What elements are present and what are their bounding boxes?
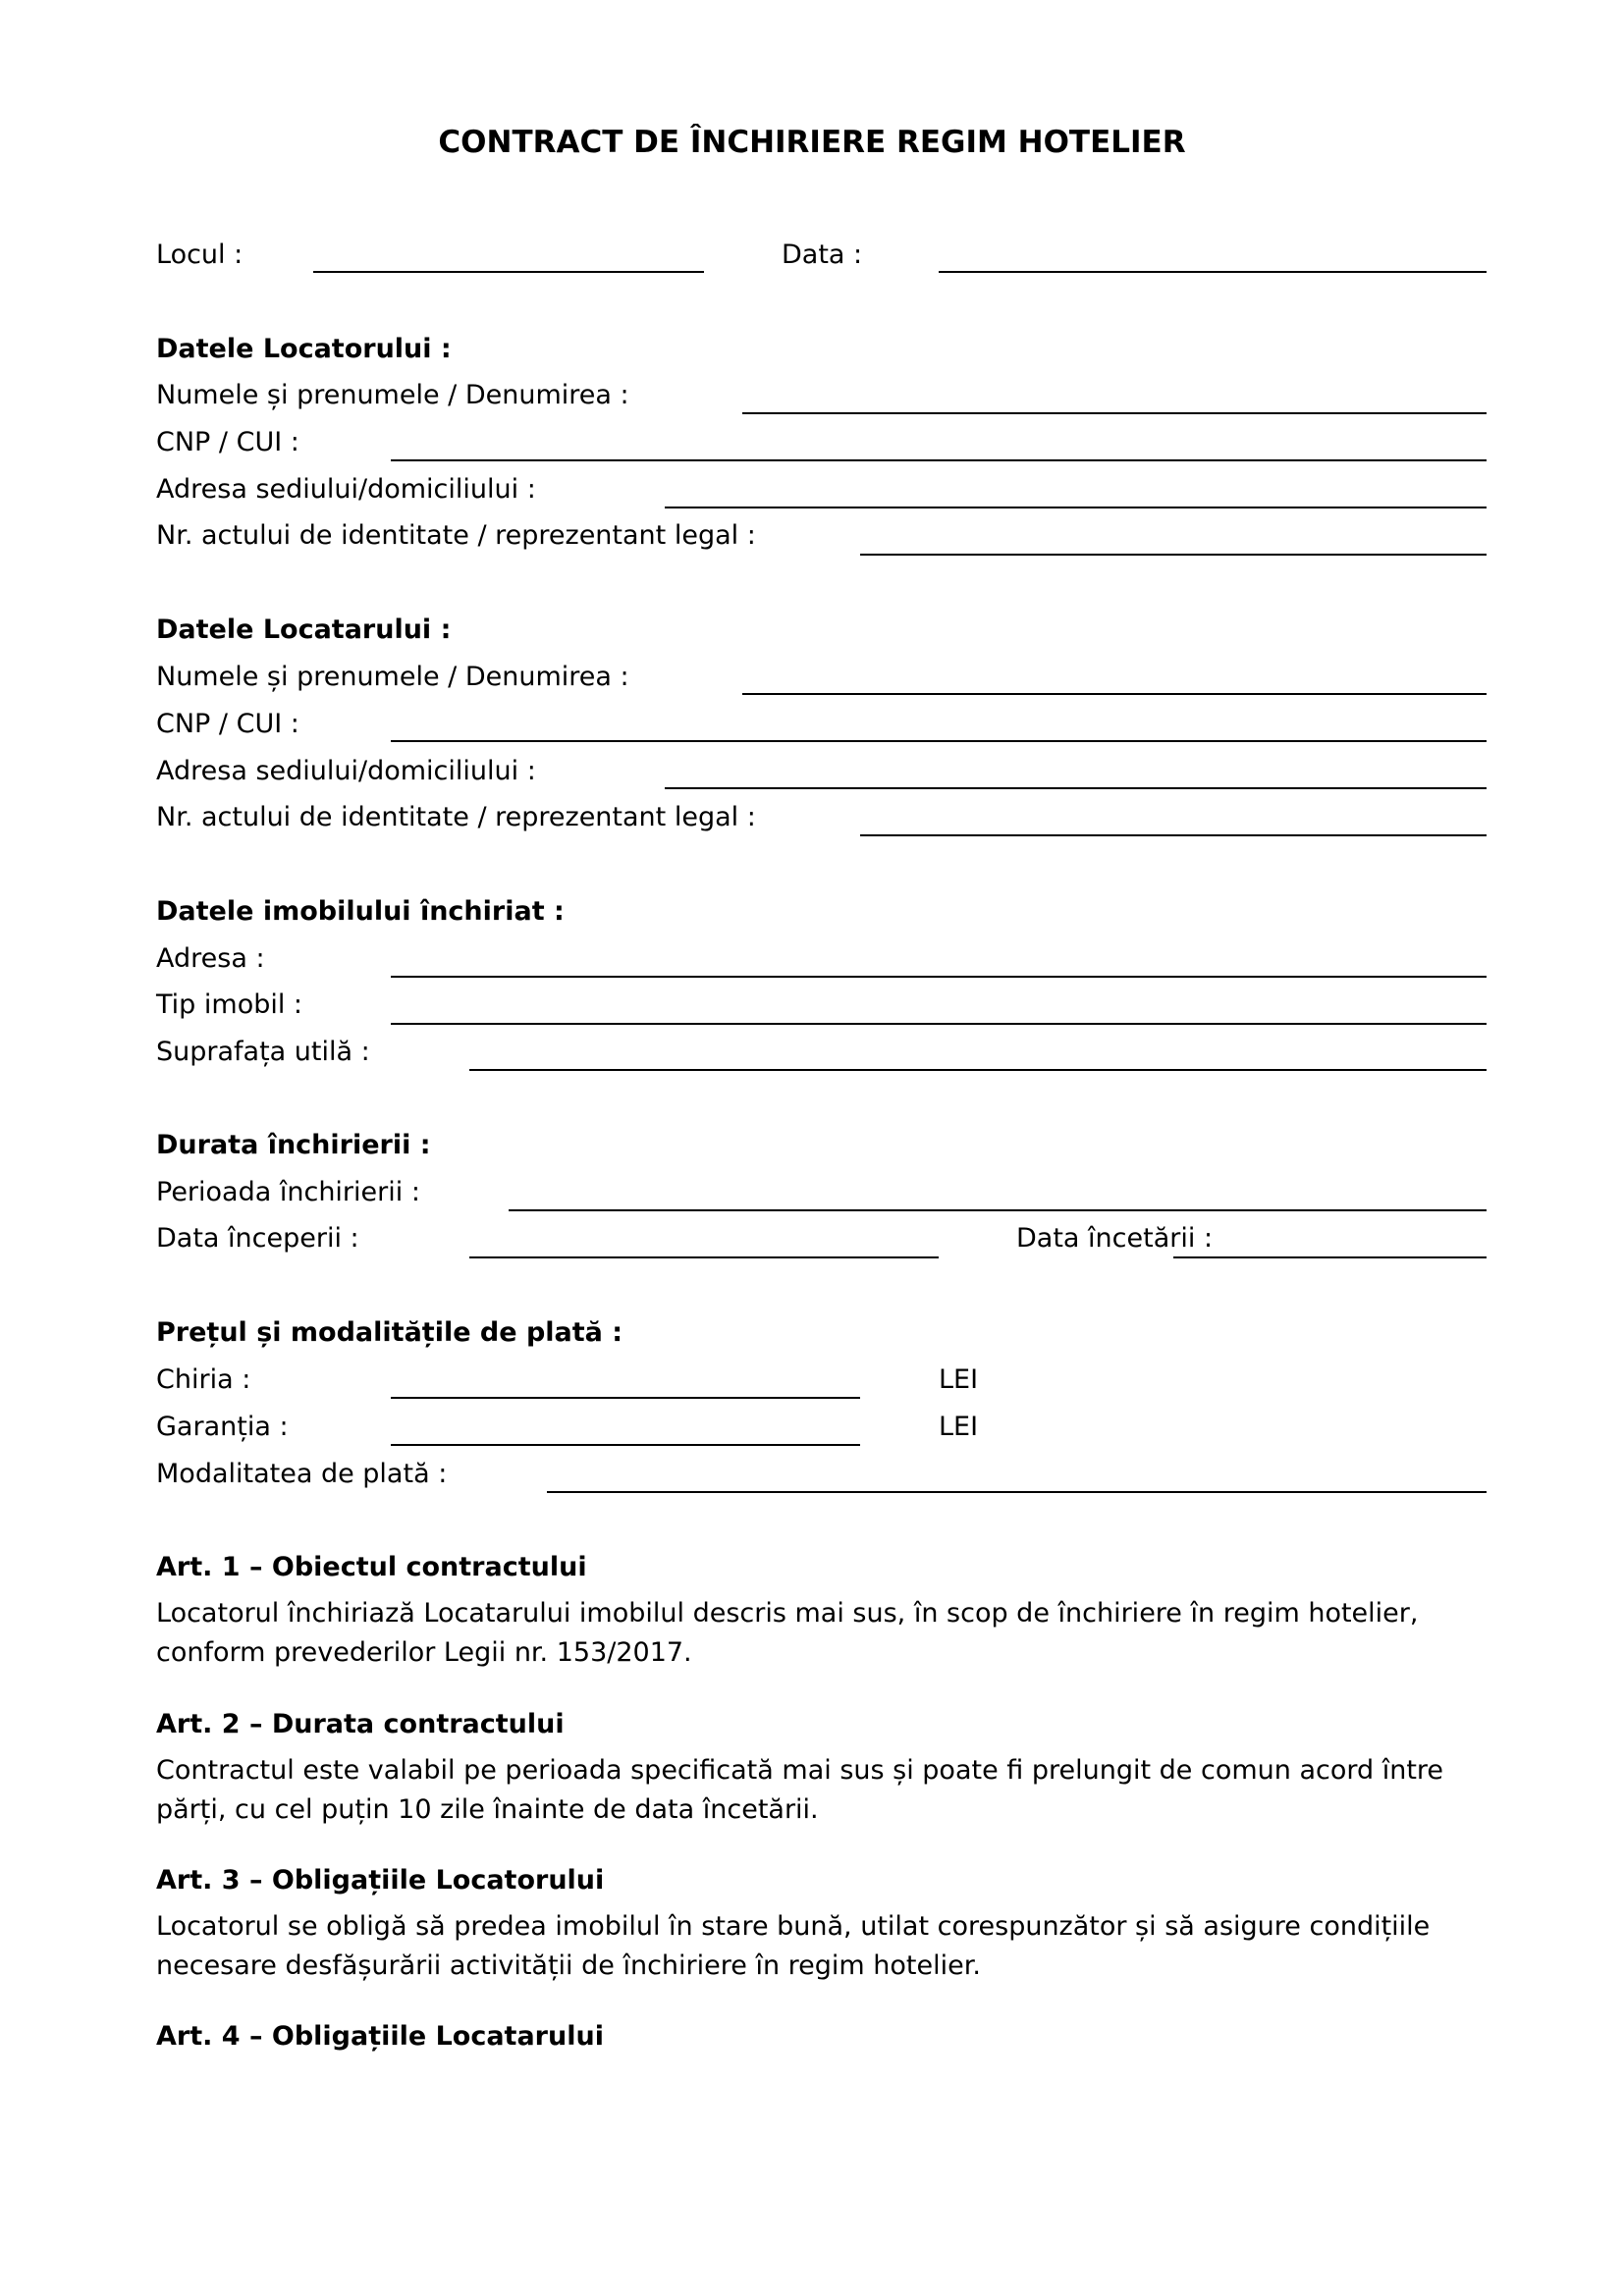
price-deposit-label: Garanția : xyxy=(156,1412,289,1442)
locator-cnp-label: CNP / CUI : xyxy=(156,427,299,457)
article-2-text: Contractul este valabil pe perioada specificată mai sus și poate fi prelungit de comun acord între părți, cu cel puțin 10 zile înainte de data încetării. xyxy=(156,1755,1444,1825)
document-title: CONTRACT DE ÎNCHIRIERE REGIM HOTELIER xyxy=(438,125,1186,160)
locatar-id-field[interactable] xyxy=(860,834,1487,836)
price-method-field[interactable] xyxy=(547,1491,1487,1493)
price-deposit-field[interactable] xyxy=(391,1444,860,1446)
property-area-label: Suprafața utilă : xyxy=(156,1037,370,1067)
locatar-id-label: Nr. actului de identitate / reprezentant legal : xyxy=(156,802,756,832)
duration-start-label: Data începerii : xyxy=(156,1223,359,1254)
locator-address-label: Adresa sediului/domiciliului : xyxy=(156,474,536,505)
data-field[interactable] xyxy=(939,271,1487,273)
property-area-field[interactable] xyxy=(469,1069,1487,1071)
locator-name-field[interactable] xyxy=(742,412,1487,414)
duration-period-label: Perioada închirierii : xyxy=(156,1177,420,1207)
locatar-name-field[interactable] xyxy=(742,693,1487,695)
property-address-field[interactable] xyxy=(391,976,1487,978)
locatar-cnp-label: CNP / CUI : xyxy=(156,709,299,739)
article-1-text: Locatorul închiriază Locatarului imobilul descris mai sus, în scop de închiriere în regim hotelier, conform prevederilor Legii nr. 153/2017. xyxy=(156,1598,1419,1668)
article-4-heading: Art. 4 – Obligațiile Locatarului xyxy=(156,2021,604,2052)
locatar-heading: Datele Locatarului : xyxy=(156,614,452,645)
price-method-label: Modalitatea de plată : xyxy=(156,1459,448,1489)
article-3-heading: Art. 3 – Obligațiile Locatorului xyxy=(156,1865,605,1896)
locator-id-field[interactable] xyxy=(860,554,1487,556)
property-address-label: Adresa : xyxy=(156,943,265,974)
article-2-heading: Art. 2 – Durata contractului xyxy=(156,1709,565,1739)
duration-heading: Durata închirierii : xyxy=(156,1130,431,1160)
price-rent-currency: LEI xyxy=(939,1364,979,1395)
article-1-heading: Art. 1 – Obiectul contractului xyxy=(156,1552,587,1582)
locatar-address-field[interactable] xyxy=(665,787,1487,789)
price-rent-label: Chiria : xyxy=(156,1364,251,1395)
duration-end-field[interactable] xyxy=(1173,1256,1487,1258)
duration-start-field[interactable] xyxy=(469,1256,939,1258)
locatar-cnp-field[interactable] xyxy=(391,740,1487,742)
price-rent-field[interactable] xyxy=(391,1397,860,1399)
property-type-label: Tip imobil : xyxy=(156,989,303,1020)
property-heading: Datele imobilului închiriat : xyxy=(156,896,565,927)
locator-name-label: Numele și prenumele / Denumirea : xyxy=(156,380,629,410)
locator-id-label: Nr. actului de identitate / reprezentant legal : xyxy=(156,520,756,551)
article-3-text: Locatorul se obligă să predea imobilul în stare bună, utilat corespunzător și să asigure condițiile necesare desfășurării activității de închiriere în regim hotelier. xyxy=(156,1911,1431,1981)
locator-address-field[interactable] xyxy=(665,507,1487,508)
duration-end-label: Data încetării : xyxy=(1016,1223,1214,1254)
data-label: Data : xyxy=(782,240,863,270)
locul-field[interactable] xyxy=(313,271,704,273)
locatar-name-label: Numele și prenumele / Denumirea : xyxy=(156,662,629,692)
locator-heading: Datele Locatorului : xyxy=(156,334,452,364)
locatar-address-label: Adresa sediului/domiciliului : xyxy=(156,756,536,786)
price-heading: Prețul și modalitățile de plată : xyxy=(156,1317,623,1348)
duration-period-field[interactable] xyxy=(509,1209,1487,1211)
property-type-field[interactable] xyxy=(391,1023,1487,1025)
price-deposit-currency: LEI xyxy=(939,1412,979,1442)
locul-label: Locul : xyxy=(156,240,244,270)
locator-cnp-field[interactable] xyxy=(391,459,1487,461)
